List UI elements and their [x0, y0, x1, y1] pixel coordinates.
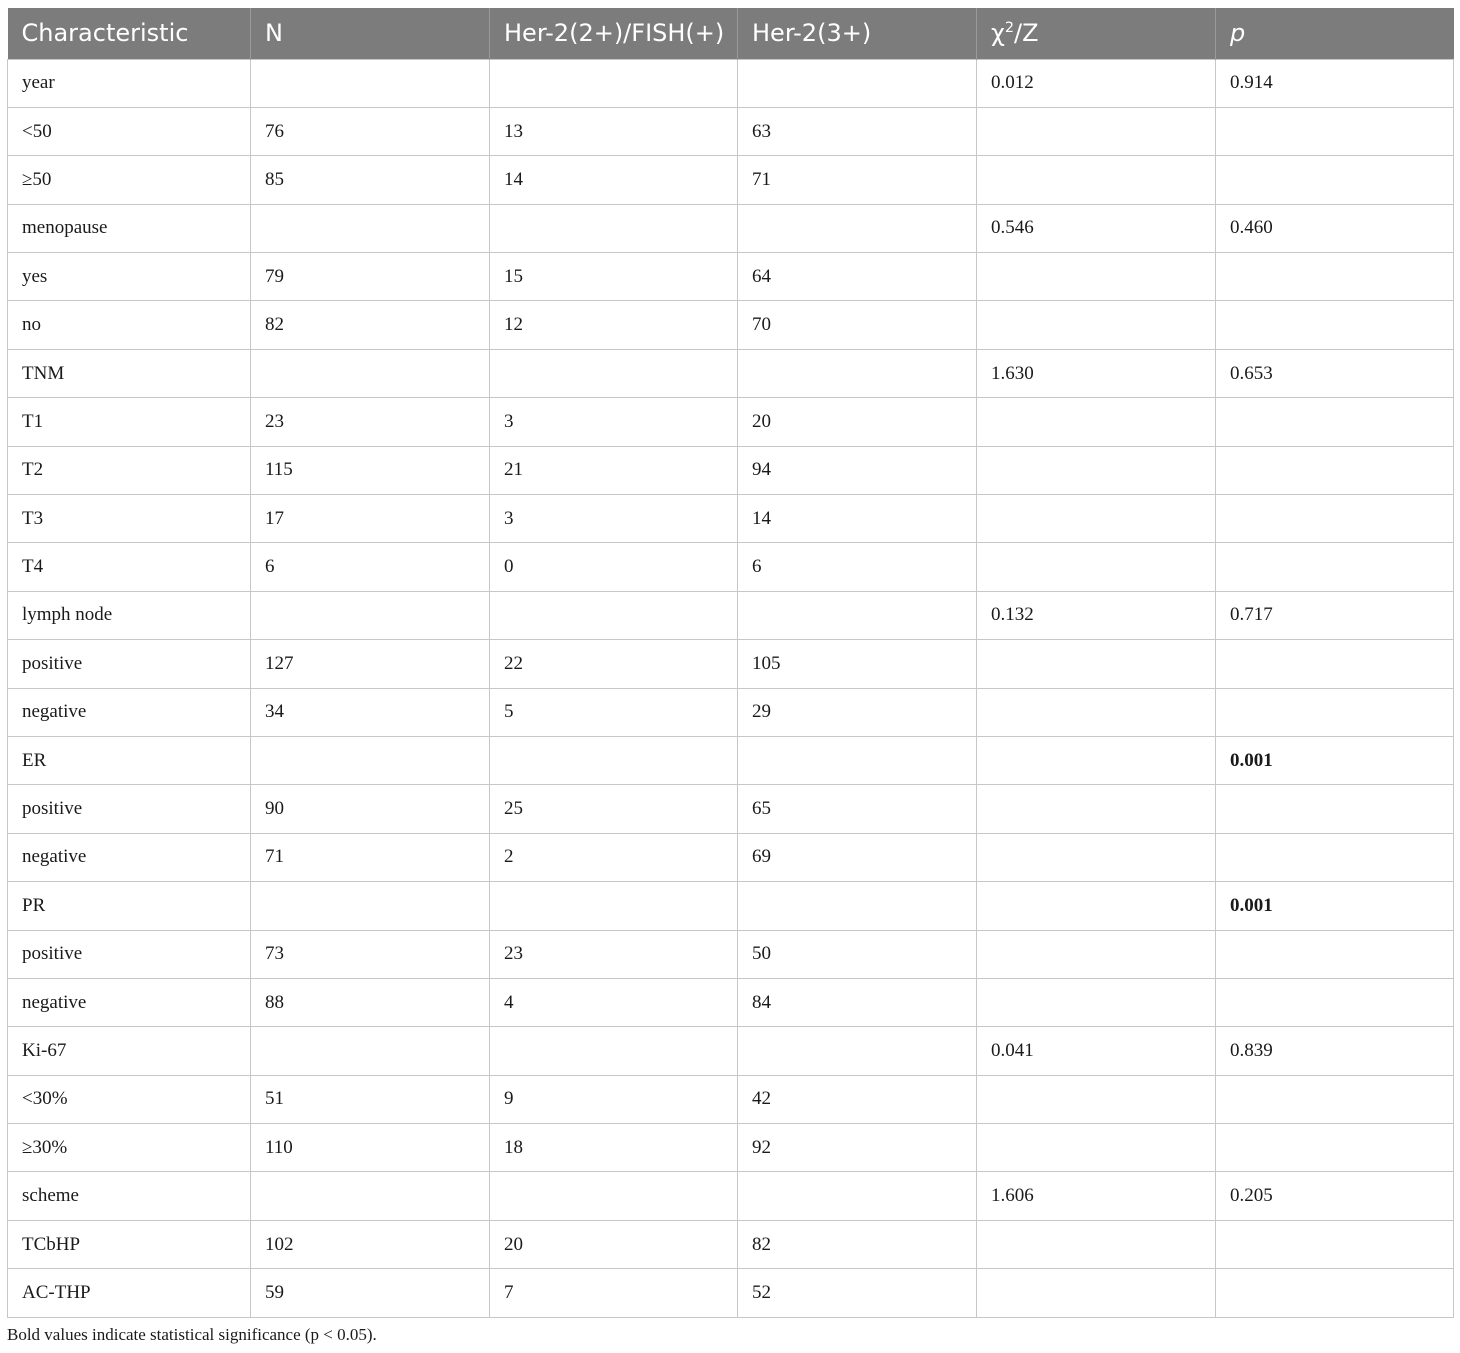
cell-her2-2plus-fish: 7	[490, 1269, 738, 1317]
cell-her2-3plus	[738, 882, 977, 930]
cell-n	[251, 59, 490, 107]
cell-her2-3plus: 84	[738, 978, 977, 1026]
table-row	[8, 591, 1454, 639]
cell-n: 110	[251, 1124, 490, 1172]
cell-n: 59	[251, 1269, 490, 1317]
cell-n	[251, 882, 490, 930]
cell-p	[1216, 107, 1454, 155]
cell-characteristic: ≥30%	[8, 1124, 251, 1172]
cell-chi2-z	[977, 785, 1216, 833]
cell-chi2-z	[977, 495, 1216, 543]
cell-her2-2plus-fish	[490, 59, 738, 107]
cell-n	[251, 1027, 490, 1075]
header-her2-3plus: Her-2(3+)	[738, 8, 977, 59]
cell-her2-3plus: 94	[738, 446, 977, 494]
cell-characteristic: negative	[8, 833, 251, 881]
cell-her2-3plus: 92	[738, 1124, 977, 1172]
cell-her2-2plus-fish: 5	[490, 688, 738, 736]
cell-p: 0.717	[1216, 591, 1454, 639]
cell-characteristic: negative	[8, 978, 251, 1026]
cell-characteristic: <50	[8, 107, 251, 155]
cell-her2-3plus	[738, 1027, 977, 1075]
table-row	[8, 301, 1454, 349]
table-row	[8, 107, 1454, 155]
cell-chi2-z	[977, 688, 1216, 736]
cell-chi2-z	[977, 930, 1216, 978]
cell-her2-3plus: 64	[738, 253, 977, 301]
table-row	[8, 349, 1454, 397]
cell-characteristic: lymph node	[8, 591, 251, 639]
cell-p	[1216, 978, 1454, 1026]
cell-characteristic: <30%	[8, 1075, 251, 1123]
table-row	[8, 1124, 1454, 1172]
cell-n: 34	[251, 688, 490, 736]
cell-her2-3plus: 82	[738, 1220, 977, 1268]
cell-characteristic: ER	[8, 736, 251, 784]
cell-chi2-z	[977, 301, 1216, 349]
cell-n: 6	[251, 543, 490, 591]
cell-characteristic: no	[8, 301, 251, 349]
cell-her2-3plus: 63	[738, 107, 977, 155]
table-header	[8, 8, 1454, 59]
table-row	[8, 978, 1454, 1026]
cell-her2-3plus: 6	[738, 543, 977, 591]
cell-her2-3plus: 52	[738, 1269, 977, 1317]
cell-her2-3plus: 50	[738, 930, 977, 978]
cell-p	[1216, 253, 1454, 301]
header-row	[8, 8, 1454, 59]
table-row	[8, 1269, 1454, 1317]
cell-p	[1216, 1124, 1454, 1172]
characteristics-table	[7, 8, 1454, 1318]
cell-chi2-z: 0.041	[977, 1027, 1216, 1075]
cell-her2-3plus	[738, 349, 977, 397]
cell-chi2-z: 1.606	[977, 1172, 1216, 1220]
table-row	[8, 446, 1454, 494]
cell-her2-2plus-fish	[490, 591, 738, 639]
cell-characteristic: positive	[8, 785, 251, 833]
cell-her2-2plus-fish: 23	[490, 930, 738, 978]
cell-p	[1216, 1269, 1454, 1317]
header-n: N	[251, 8, 490, 59]
cell-chi2-z	[977, 882, 1216, 930]
cell-n: 76	[251, 107, 490, 155]
cell-chi2-z	[977, 156, 1216, 204]
cell-characteristic: positive	[8, 640, 251, 688]
cell-her2-3plus: 29	[738, 688, 977, 736]
cell-chi2-z	[977, 107, 1216, 155]
cell-p: 0.001	[1216, 882, 1454, 930]
table-row	[8, 930, 1454, 978]
cell-her2-2plus-fish	[490, 1027, 738, 1075]
cell-p	[1216, 398, 1454, 446]
cell-chi2-z: 0.546	[977, 204, 1216, 252]
cell-her2-3plus	[738, 1172, 977, 1220]
table-row	[8, 59, 1454, 107]
cell-p: 0.460	[1216, 204, 1454, 252]
cell-her2-2plus-fish	[490, 1172, 738, 1220]
header-characteristic: Characteristic	[8, 8, 251, 59]
cell-chi2-z	[977, 1269, 1216, 1317]
cell-n: 127	[251, 640, 490, 688]
cell-characteristic: menopause	[8, 204, 251, 252]
cell-her2-2plus-fish: 15	[490, 253, 738, 301]
cell-p	[1216, 543, 1454, 591]
cell-p	[1216, 688, 1454, 736]
table-row	[8, 543, 1454, 591]
cell-p: 0.839	[1216, 1027, 1454, 1075]
table-footnote: Bold values indicate statistical significance (p < 0.05).	[7, 1325, 377, 1344]
cell-characteristic: TCbHP	[8, 1220, 251, 1268]
cell-chi2-z	[977, 446, 1216, 494]
cell-characteristic: T2	[8, 446, 251, 494]
cell-n: 79	[251, 253, 490, 301]
cell-n	[251, 1172, 490, 1220]
cell-her2-3plus	[738, 736, 977, 784]
cell-p	[1216, 833, 1454, 881]
cell-n: 85	[251, 156, 490, 204]
cell-n: 23	[251, 398, 490, 446]
cell-her2-2plus-fish: 4	[490, 978, 738, 1026]
cell-chi2-z	[977, 640, 1216, 688]
cell-characteristic: T4	[8, 543, 251, 591]
table-row	[8, 1220, 1454, 1268]
cell-her2-2plus-fish: 25	[490, 785, 738, 833]
cell-her2-2plus-fish: 21	[490, 446, 738, 494]
cell-her2-2plus-fish: 2	[490, 833, 738, 881]
header-her2-2plus-fish: Her-2(2+)/FISH(+)	[490, 8, 738, 59]
cell-characteristic: TNM	[8, 349, 251, 397]
table-row	[8, 833, 1454, 881]
cell-n	[251, 736, 490, 784]
cell-p	[1216, 785, 1454, 833]
cell-her2-3plus: 105	[738, 640, 977, 688]
table-row	[8, 495, 1454, 543]
table-row	[8, 204, 1454, 252]
header-p: p	[1216, 8, 1454, 59]
cell-chi2-z	[977, 1124, 1216, 1172]
cell-her2-2plus-fish: 22	[490, 640, 738, 688]
cell-her2-2plus-fish: 3	[490, 398, 738, 446]
table-row	[8, 785, 1454, 833]
cell-p: 0.914	[1216, 59, 1454, 107]
cell-p: 0.653	[1216, 349, 1454, 397]
cell-chi2-z	[977, 253, 1216, 301]
cell-her2-3plus: 70	[738, 301, 977, 349]
cell-characteristic: AC-THP	[8, 1269, 251, 1317]
table-row	[8, 1075, 1454, 1123]
header-chi2-z: $\chi^2/Z$	[977, 8, 1216, 59]
data-table-container	[7, 8, 1453, 1318]
table-row	[8, 1027, 1454, 1075]
cell-chi2-z	[977, 736, 1216, 784]
cell-n: 102	[251, 1220, 490, 1268]
cell-n: 71	[251, 833, 490, 881]
cell-her2-2plus-fish	[490, 349, 738, 397]
cell-characteristic: yes	[8, 253, 251, 301]
cell-n	[251, 591, 490, 639]
cell-p	[1216, 930, 1454, 978]
cell-her2-2plus-fish: 13	[490, 107, 738, 155]
table-row	[8, 688, 1454, 736]
cell-her2-3plus: 20	[738, 398, 977, 446]
table-row	[8, 1172, 1454, 1220]
cell-n: 82	[251, 301, 490, 349]
cell-characteristic: negative	[8, 688, 251, 736]
cell-her2-3plus: 69	[738, 833, 977, 881]
cell-her2-3plus: 71	[738, 156, 977, 204]
cell-n: 115	[251, 446, 490, 494]
cell-characteristic: year	[8, 59, 251, 107]
cell-p	[1216, 1075, 1454, 1123]
cell-characteristic: scheme	[8, 1172, 251, 1220]
cell-her2-2plus-fish	[490, 736, 738, 784]
cell-her2-3plus: 14	[738, 495, 977, 543]
cell-her2-2plus-fish: 20	[490, 1220, 738, 1268]
cell-characteristic: Ki-67	[8, 1027, 251, 1075]
cell-p	[1216, 156, 1454, 204]
cell-chi2-z: 1.630	[977, 349, 1216, 397]
table-row	[8, 736, 1454, 784]
cell-n: 88	[251, 978, 490, 1026]
cell-characteristic: PR	[8, 882, 251, 930]
cell-n	[251, 204, 490, 252]
cell-characteristic: T1	[8, 398, 251, 446]
cell-p	[1216, 446, 1454, 494]
cell-her2-2plus-fish: 9	[490, 1075, 738, 1123]
cell-chi2-z	[977, 1220, 1216, 1268]
cell-p: 0.205	[1216, 1172, 1454, 1220]
cell-n: 90	[251, 785, 490, 833]
cell-her2-3plus	[738, 204, 977, 252]
cell-p	[1216, 495, 1454, 543]
cell-her2-2plus-fish	[490, 204, 738, 252]
cell-her2-2plus-fish: 3	[490, 495, 738, 543]
cell-her2-2plus-fish	[490, 882, 738, 930]
cell-chi2-z: 0.132	[977, 591, 1216, 639]
cell-p	[1216, 1220, 1454, 1268]
cell-chi2-z	[977, 978, 1216, 1026]
cell-her2-2plus-fish: 0	[490, 543, 738, 591]
cell-characteristic: T3	[8, 495, 251, 543]
cell-her2-2plus-fish: 12	[490, 301, 738, 349]
cell-her2-2plus-fish: 14	[490, 156, 738, 204]
cell-chi2-z	[977, 543, 1216, 591]
table-row	[8, 156, 1454, 204]
cell-chi2-z: 0.012	[977, 59, 1216, 107]
cell-p: 0.001	[1216, 736, 1454, 784]
cell-chi2-z	[977, 398, 1216, 446]
table-row	[8, 640, 1454, 688]
cell-her2-2plus-fish: 18	[490, 1124, 738, 1172]
cell-characteristic: positive	[8, 930, 251, 978]
cell-her2-3plus	[738, 591, 977, 639]
table-body	[8, 59, 1454, 1317]
cell-n: 51	[251, 1075, 490, 1123]
table-row	[8, 253, 1454, 301]
cell-n	[251, 349, 490, 397]
cell-her2-3plus	[738, 59, 977, 107]
table-row	[8, 398, 1454, 446]
cell-characteristic: ≥50	[8, 156, 251, 204]
table-row	[8, 882, 1454, 930]
cell-her2-3plus: 42	[738, 1075, 977, 1123]
cell-her2-3plus: 65	[738, 785, 977, 833]
cell-chi2-z	[977, 1075, 1216, 1123]
cell-n: 73	[251, 930, 490, 978]
cell-chi2-z	[977, 833, 1216, 881]
cell-n: 17	[251, 495, 490, 543]
cell-p	[1216, 640, 1454, 688]
cell-p	[1216, 301, 1454, 349]
